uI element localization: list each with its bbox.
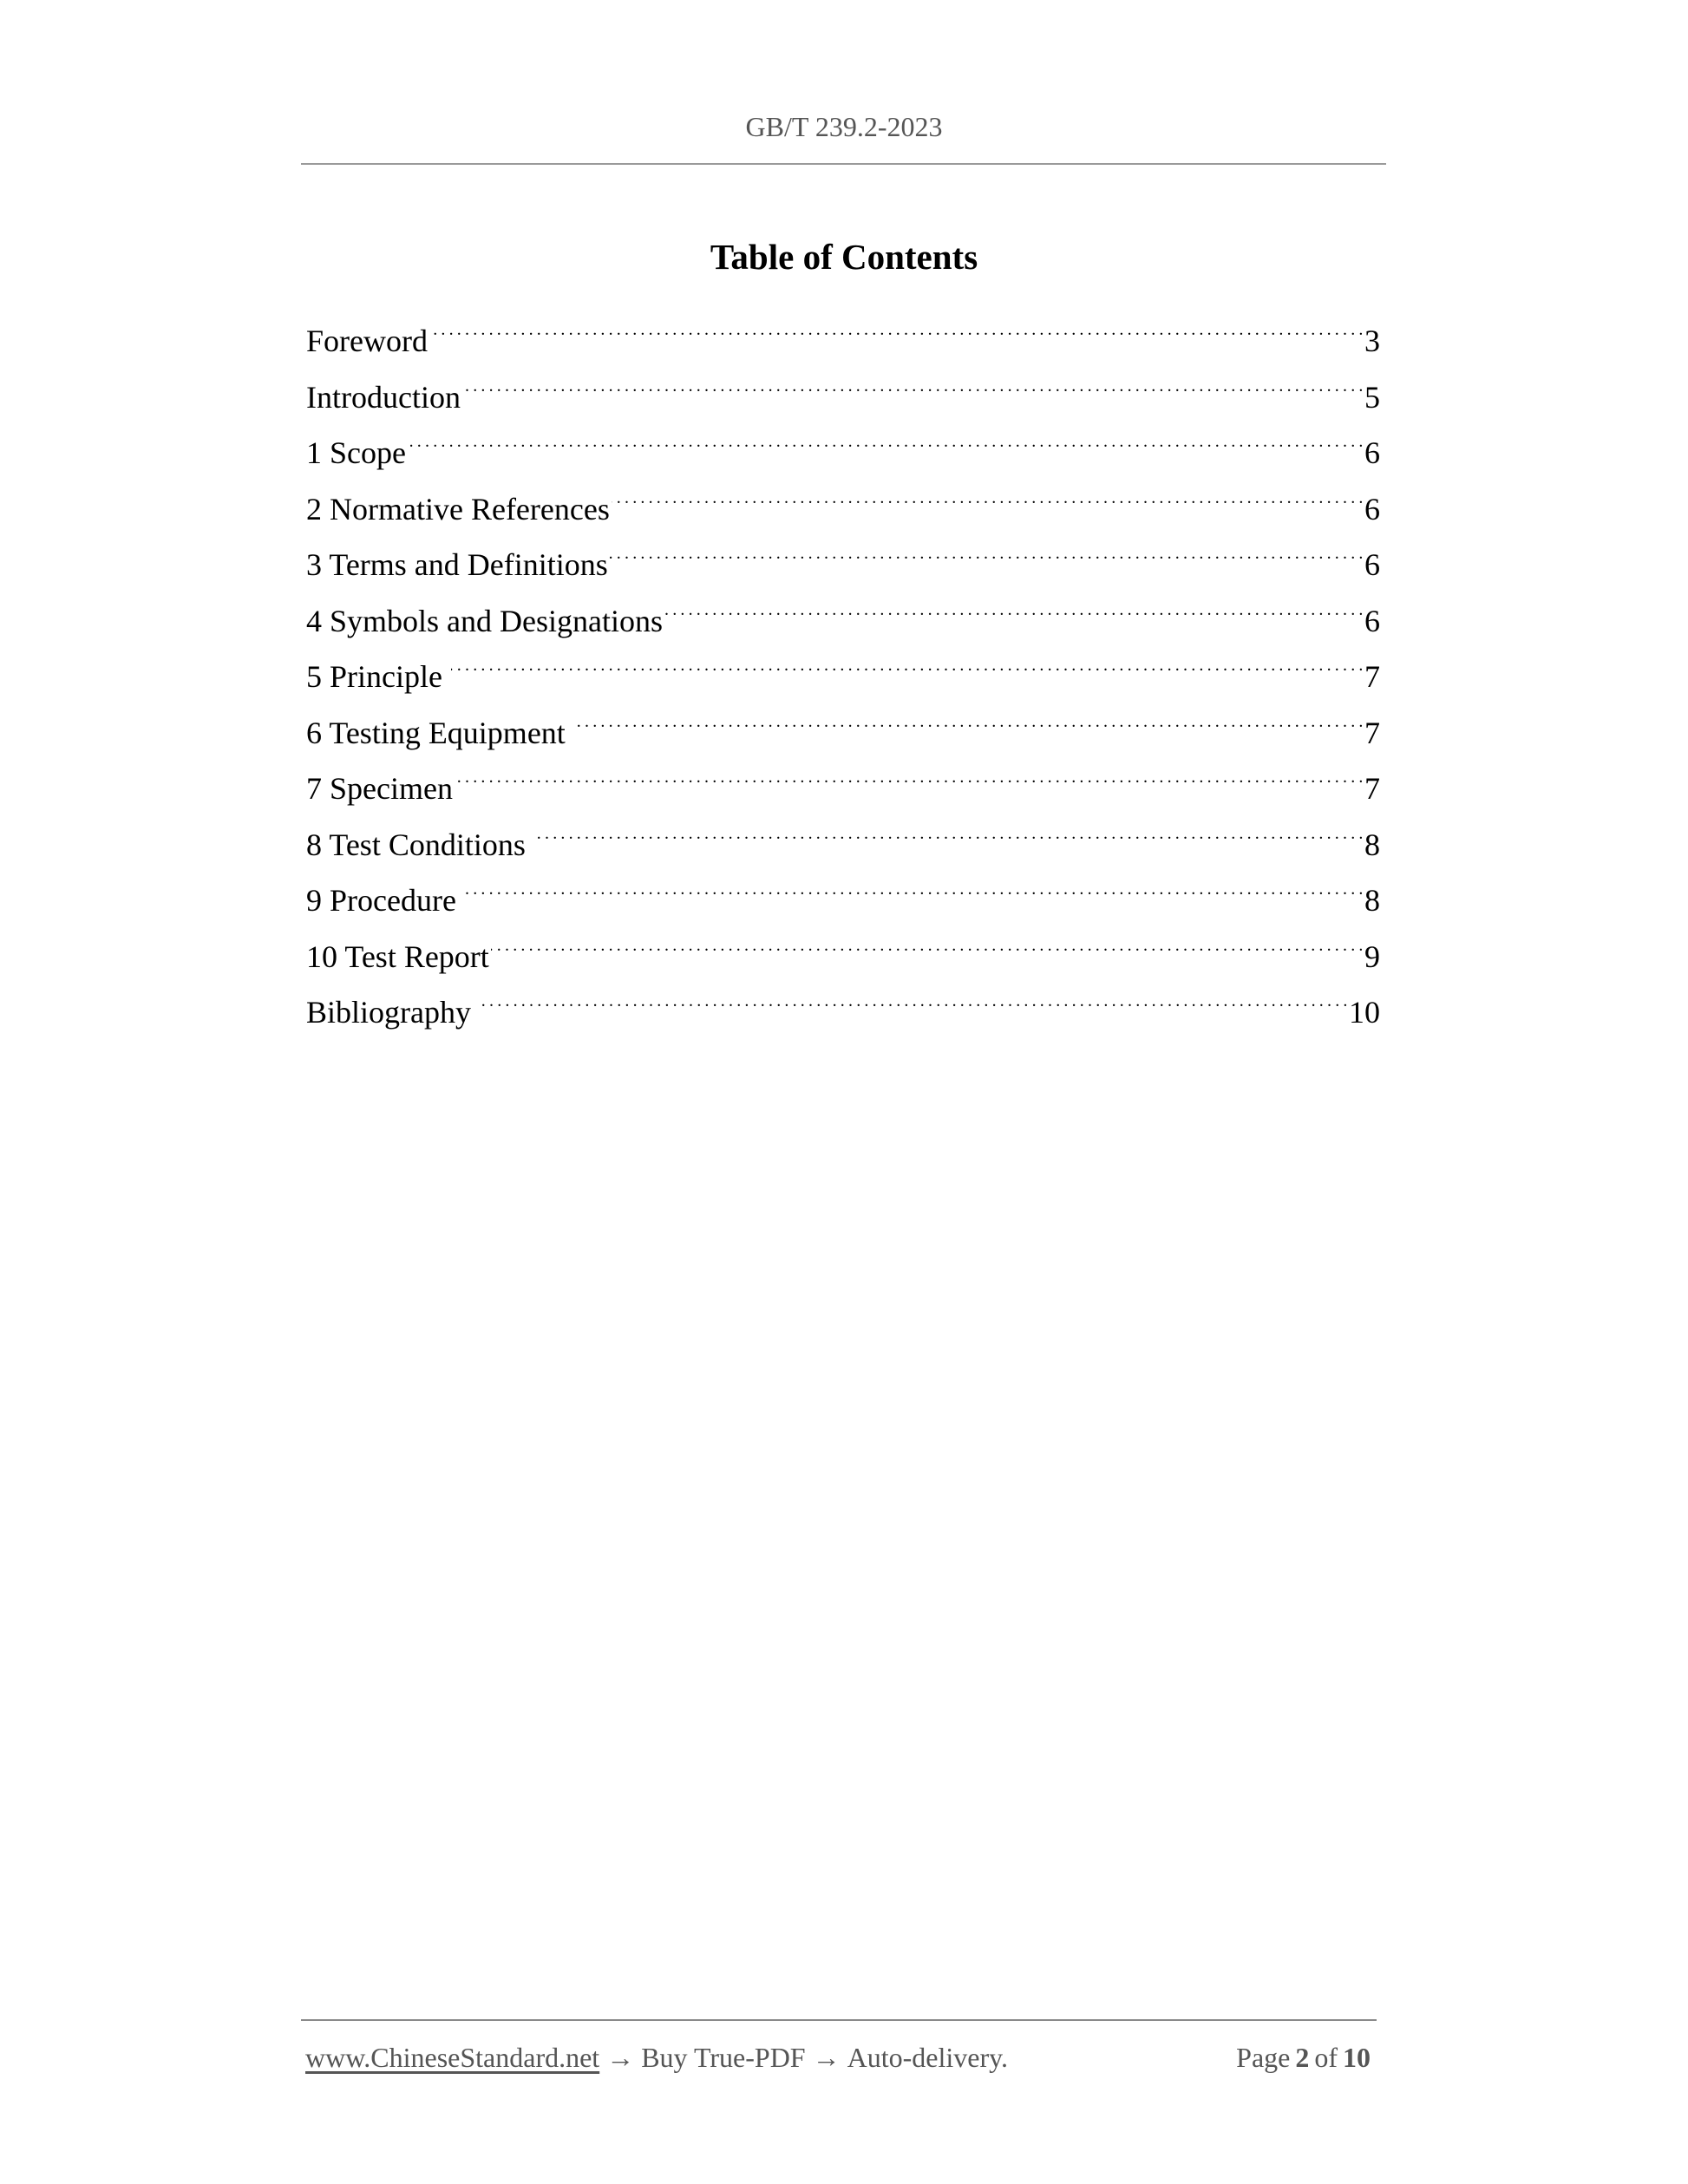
footer-step-delivery: Auto-delivery. [847, 2042, 1009, 2073]
toc-entry-label: Foreword [306, 324, 428, 358]
toc-entry-label: 9 Procedure [306, 883, 456, 918]
toc-entry-foreword[interactable] [306, 308, 1380, 364]
toc-entry-principle[interactable] [306, 644, 1380, 700]
dot-leader [480, 979, 1347, 1023]
page-title: Table of Contents [710, 237, 978, 277]
toc-entry-label: 5 Principle [306, 659, 442, 694]
toc-entry-page: 8 [1364, 883, 1380, 918]
website-link[interactable]: www.ChineseStandard.net [305, 2042, 600, 2073]
toc-entry-scope[interactable] [306, 420, 1380, 476]
footer-promo [305, 2040, 1008, 2075]
toc-entry-label: 8 Test Conditions [306, 827, 526, 862]
arrow-right-icon: → [606, 2042, 635, 2073]
toc-entry-procedure[interactable] [306, 867, 1380, 924]
toc-entry-specimen[interactable] [306, 755, 1380, 812]
dot-leader [610, 532, 1363, 575]
toc-entry-normative-references[interactable] [306, 476, 1380, 533]
toc-entry-testing-equipment[interactable] [306, 700, 1380, 756]
dot-leader [534, 812, 1363, 855]
dot-leader [429, 308, 1363, 351]
toc-entry-page: 10 [1349, 995, 1380, 1030]
toc-entry-symbols-and-designations[interactable] [306, 588, 1380, 644]
toc-entry-page: 9 [1364, 938, 1380, 974]
dot-leader [612, 476, 1363, 520]
toc-entry-test-report[interactable] [306, 924, 1380, 980]
toc-entry-label: Bibliography [306, 995, 471, 1030]
current-page: 2 [1295, 2042, 1310, 2073]
toc-entry-test-conditions[interactable] [306, 812, 1380, 868]
toc-entry-page: 8 [1364, 827, 1380, 862]
toc-entry-label: 2 Normative References [306, 491, 610, 526]
toc-entry-page: 6 [1364, 603, 1380, 638]
total-pages: 10 [1343, 2042, 1371, 2073]
toc-entry-label: Introduction [306, 379, 461, 415]
table-of-contents [306, 308, 1380, 1036]
toc-entry-label: 7 Specimen [306, 771, 453, 806]
page-footer [305, 2040, 1371, 2075]
header-divider [301, 163, 1386, 165]
toc-entry-bibliography[interactable] [306, 979, 1380, 1036]
toc-entry-page: 6 [1364, 435, 1380, 470]
toc-entry-introduction[interactable] [306, 364, 1380, 421]
toc-entry-label: 3 Terms and Definitions [306, 547, 608, 582]
toc-entry-page: 6 [1364, 491, 1380, 526]
dot-leader [465, 867, 1363, 911]
toc-entry-label: 10 Test Report [306, 938, 489, 974]
footer-divider [301, 2019, 1377, 2021]
toc-entry-terms-and-definitions[interactable] [306, 532, 1380, 588]
toc-entry-page: 7 [1364, 715, 1380, 750]
toc-entry-label: 4 Symbols and Designations [306, 603, 663, 638]
dot-leader [491, 924, 1363, 967]
dot-leader [462, 364, 1363, 408]
of-label: of [1314, 2042, 1338, 2073]
toc-entry-page: 7 [1364, 659, 1380, 694]
arrow-right-icon: → [812, 2042, 841, 2073]
footer-step-buy: Buy True-PDF [641, 2042, 806, 2073]
toc-entry-label: 1 Scope [306, 435, 406, 470]
running-header: GB/T 239.2-2023 [745, 111, 943, 142]
dot-leader [408, 420, 1363, 463]
toc-entry-page: 3 [1364, 324, 1380, 358]
page-label: Page [1236, 2042, 1291, 2073]
dot-leader [455, 755, 1363, 799]
toc-entry-label: 6 Testing Equipment [306, 715, 566, 750]
dot-leader [664, 588, 1363, 631]
dot-leader [574, 700, 1363, 743]
dot-leader [451, 644, 1363, 687]
toc-entry-page: 7 [1364, 771, 1380, 806]
toc-entry-page: 6 [1364, 547, 1380, 582]
toc-entry-page: 5 [1364, 379, 1380, 415]
page-indicator [1231, 2040, 1371, 2075]
